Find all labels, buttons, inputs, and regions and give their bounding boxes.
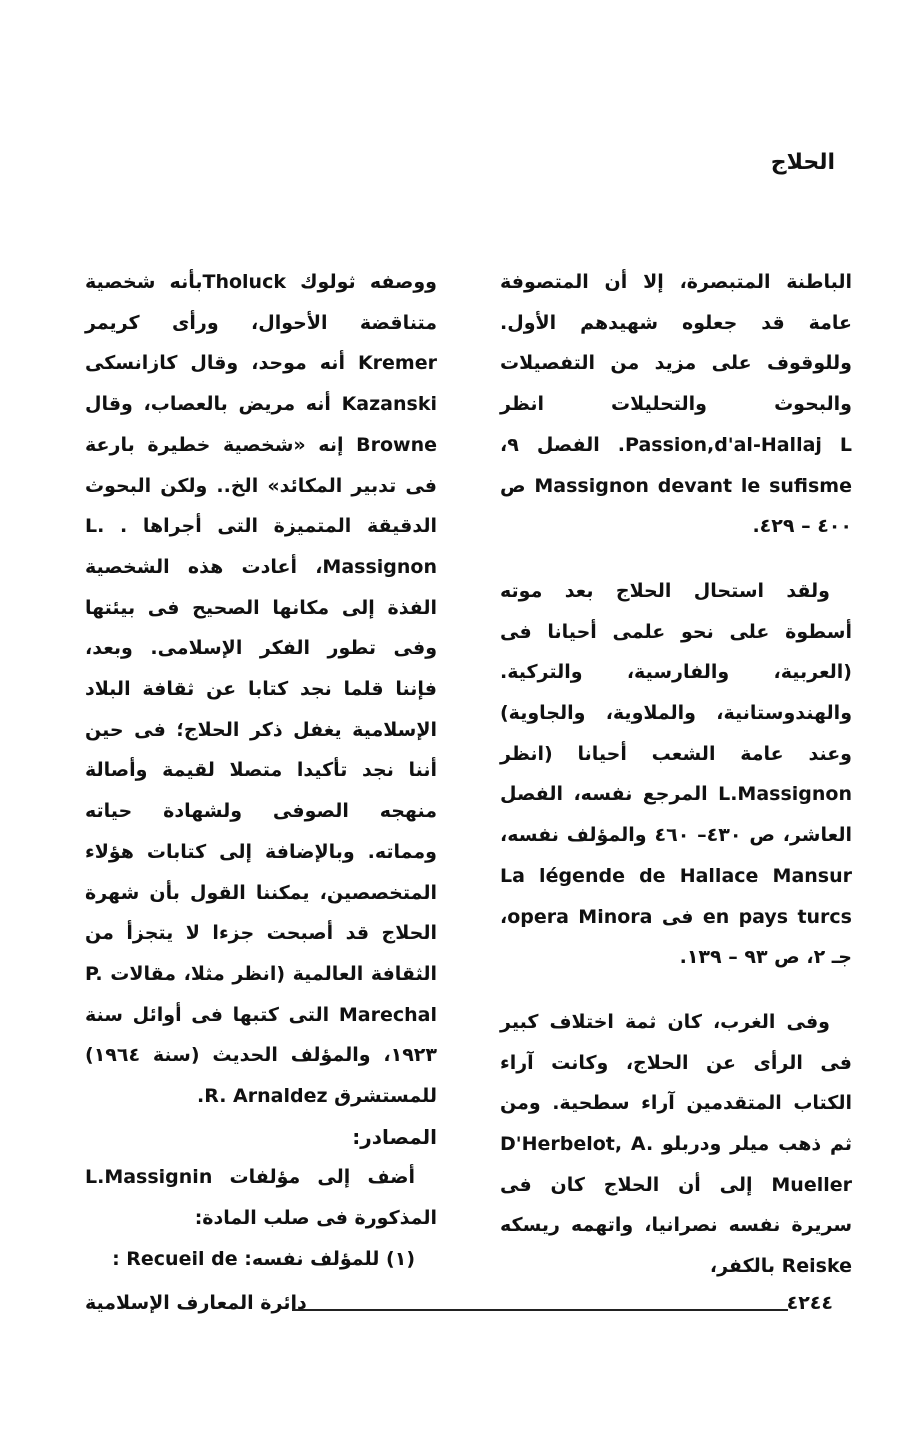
paragraph: الباطنة المتبصرة، إلا أن المتصوفة عامة قد جعلوه شهيدهم الأول. وللوقوف على مزيد من التفصيلات والبحوث والتحليلات انظر Passion,d'al-Hallaj L. الفصل ٩، Massignon devant le sufisme ص ٤٠٠ – ٤٢٩. (500, 271, 853, 538)
footer-divider (292, 1309, 788, 1311)
paragraph: أضف إلى مؤلفات L.Massignin المذكورة فى صلب المادة: (85, 1166, 437, 1230)
paragraph: وفى الغرب، كان ثمة اختلاف كبير فى الرأى عن الحلاج، وكانت آراء الكتاب المتقدمين آراء سطحية. ومن ثم ذهب ميلر ودربلو D'Herbelot, A. Mueller إلى أن الحلاج كان فى سريرة نفسه نصرانيا، واتهمه ريسكه Reiske بالكفر، (500, 1010, 852, 1278)
sources-heading: المصادر: (352, 1124, 437, 1149)
page-number: ٤٢٤٤ (786, 1292, 833, 1314)
paragraph: ووصفه ثولوك Tholuckبأنه شخصية متناقضة الأحوال، ورأى كريمر Kremer أنه موحد، وقال كازانسكى Kazanski أنه مريض بالعصاب، وقال Browne إنه «شخصية خطيرة بارعة فى تدبير المكائد» الخ.. ولكن البحوث الدقيقة المتميزة التى أجراها . L. Massignon، أعادت هذه الشخصية الفذة إلى مكانها الصحيح فى بيئتها وفى تطور الفكر الإسلامى. وبعد، فإننا قلما نجد كتابا عن ثقافة البلاد الإسلامية يغفل ذكر الحلاج؛ فى حين أننا نجد تأكيدا متصلا لقيمة وأصالة منهجه الصوفى ولشهادة حياته ومماته. وبالإضافة إلى كتابات هؤلاء المتخصصين، يمكننا القول بأن شهرة الحلاج قد أصبحت جزءا لا يتجزأ من الثقافة العالمية (انظر مثلا، مقالات P. Marechal التى كتبها فى أوائل سنة ١٩٢٣، والمؤلف الحديث (سنة ١٩٦٤) للمستشرق R. Arnaldez. (85, 271, 437, 1108)
footer-title: دائرة المعارف الإسلامية (85, 1292, 307, 1314)
left-column (85, 262, 437, 1280)
right-column (500, 262, 852, 1287)
paragraph: ولقد استحال الحلاج بعد موته أسطوة على نحو علمى أحيانا فى (العربية، والفارسية، والتركية. والهندوستانية، والملاوية، والجاوية) وعند عامة الشعب أحيانا (انظر L.Massignon المرجع نفسه، الفصل العاشر، ص ٤٣٠– ٤٦٠ والمؤلف نفسه، La légende de Hallace Mansur en pays turcs فى opera Minora، جـ ٢، ص ٩٣ – ١٣٩. (500, 579, 852, 969)
paragraph: (١) للمؤلف نفسه: Recueil de : (112, 1247, 415, 1270)
running-head: الحلاج (770, 150, 835, 175)
